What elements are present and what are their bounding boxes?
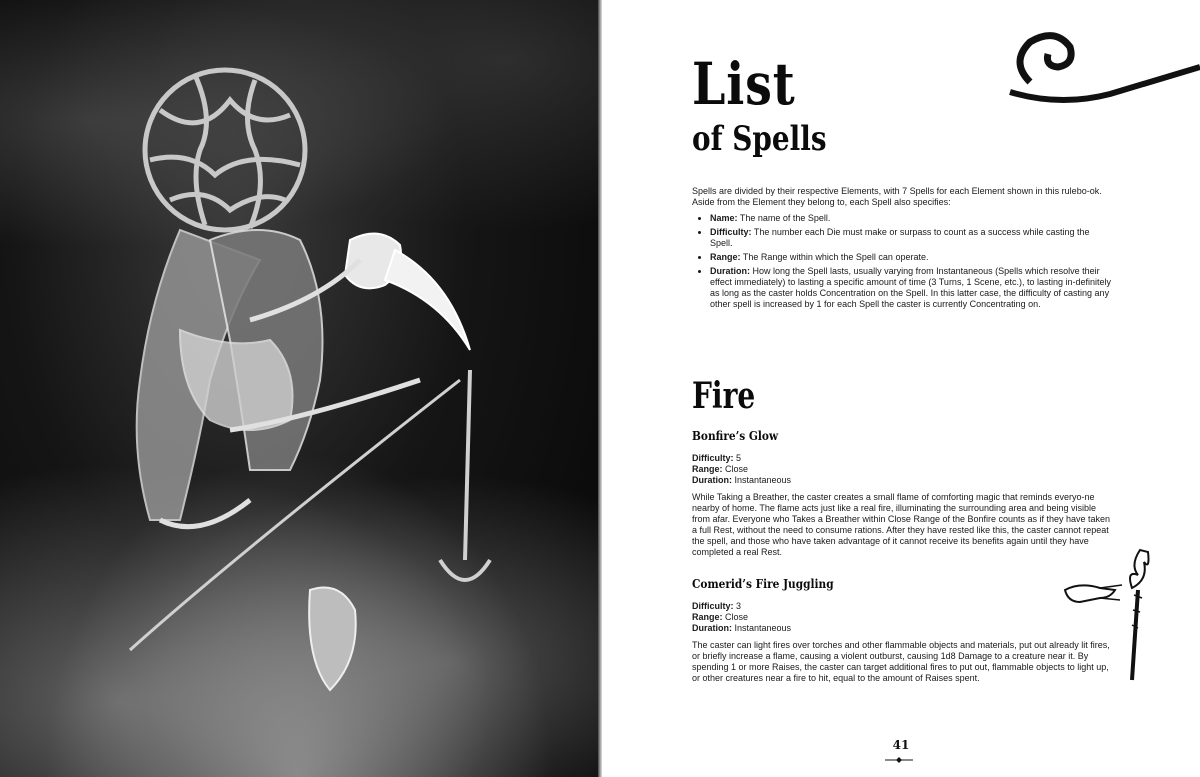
difficulty-value: 3 <box>733 601 742 611</box>
property-label: Name: <box>710 213 738 223</box>
skeletal-creature-illustration <box>0 0 598 777</box>
difficulty-value: 5 <box>733 453 742 463</box>
creature-body <box>137 230 323 520</box>
spell-properties-list <box>692 213 1112 310</box>
intro-paragraph: Spells are divided by their respective Elements, with 7 Spells for each Element shown in this rulebo-ok. Aside from the Element they belong to, each Spell also specifies: <box>692 186 1102 207</box>
spell-description: The caster can light fires over torches and other flammable objects and materials, put out already lit fires, or briefly increase a flame, causing a violent outburst, causing 1d8 Damage to a creature near it. By spending 1 or more Raises, the caster can target additional fires to put out, flammable objects to light up, or other creatures near a fire to hit, equal to the amount of Raises spent. <box>692 640 1110 683</box>
halo-web <box>145 70 305 230</box>
property-text: The Range within which the Spell can operate. <box>740 252 929 262</box>
spell-description: While Taking a Breather, the caster creates a small flame of comforting magic that reminds everyo-ne nearby of home. The flame acts just like a real fire, illuminating the surrounding area and being visible from afar. Everyone who Takes a Breather within Close Range of the Bonfire counts as if they have taken a full Rest, without the need to consume rations. After they have rested like this, the caster cannot repeat the spell, and those who have taken advantage of it cannot receive its benefits again until they have completed a real Rest. <box>692 492 1111 557</box>
duration-label: Duration: <box>692 623 732 633</box>
difficulty-label: Difficulty: <box>692 453 734 463</box>
page-number: 41 <box>892 738 910 752</box>
difficulty-label: Difficulty: <box>692 601 734 611</box>
intro-section <box>692 186 1112 313</box>
bird-skull <box>345 234 470 350</box>
spell-name: Comerid’s Fire Juggling <box>692 577 834 591</box>
section-title-fire: Fire <box>692 375 756 417</box>
list-item <box>710 213 1112 224</box>
illustration-page <box>0 0 598 777</box>
spell-name: Bonfire’s Glow <box>692 429 779 443</box>
property-text: The number each Die must make or surpass to count as a success while casting the Spell. <box>710 227 1090 248</box>
swirl-ornament-icon <box>1000 22 1200 112</box>
spell-entry <box>692 429 1112 558</box>
range-value: Close <box>722 464 749 474</box>
duration-label: Duration: <box>692 475 732 485</box>
spell-stats <box>692 453 1112 486</box>
page-title <box>692 50 856 159</box>
list-item <box>710 227 1112 249</box>
property-text: How long the Spell lasts, usually varying from Instantaneous (Spells which resolve their effect immediately) to lasting a specific amount of time (3 Turns, 1 Scene, etc.), to lasting in-definitely as long as the caster holds Concentration on the Spell. In this latter case, the difficulty of casting any other spell is increased by 1 for each Spell the caster is currently Concentrating on. <box>710 266 1112 309</box>
list-item <box>710 252 1112 263</box>
property-text: The name of the Spell. <box>737 213 831 223</box>
duration-value: Instantaneous <box>732 623 792 633</box>
property-label: Range: <box>710 252 741 262</box>
duration-value: Instantaneous <box>732 475 792 485</box>
title-line-2: of Spells <box>692 119 827 159</box>
property-label: Duration: <box>710 266 750 276</box>
spell-entry <box>692 577 1112 684</box>
property-label: Difficulty: <box>710 227 752 237</box>
torch-hand-icon <box>1060 540 1160 690</box>
list-item <box>710 266 1112 310</box>
page-number-ornament-icon <box>883 756 915 764</box>
range-value: Close <box>722 612 749 622</box>
goat-skull <box>309 588 356 691</box>
range-label: Range: <box>692 612 723 622</box>
range-label: Range: <box>692 464 723 474</box>
spell-stats <box>692 601 1112 634</box>
title-line-1: List <box>692 50 796 118</box>
